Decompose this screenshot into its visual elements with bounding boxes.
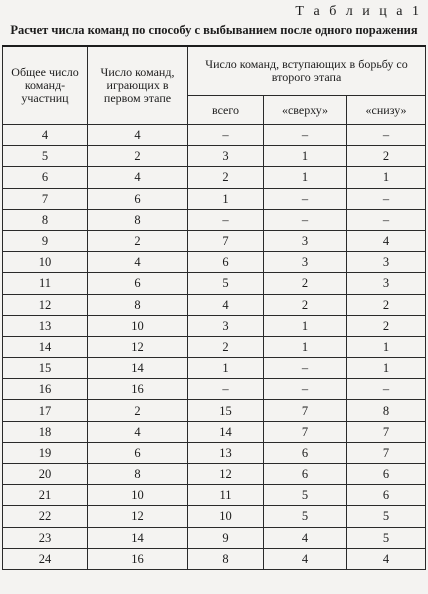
cell-second-total: –	[188, 209, 264, 230]
cell-second-top: 5	[264, 485, 347, 506]
cell-first-stage: 8	[88, 464, 188, 485]
cell-total-teams: 9	[3, 230, 88, 251]
cell-total-teams: 5	[3, 146, 88, 167]
cell-second-total: 2	[188, 167, 264, 188]
cell-second-top: 7	[264, 421, 347, 442]
cell-total-teams: 4	[3, 125, 88, 146]
cell-total-teams: 18	[3, 421, 88, 442]
table-row	[3, 485, 426, 506]
cell-total-teams: 12	[3, 294, 88, 315]
cell-first-stage: 4	[88, 167, 188, 188]
cell-total-teams: 20	[3, 464, 88, 485]
cell-second-bottom: 2	[347, 294, 426, 315]
cell-first-stage: 4	[88, 252, 188, 273]
cell-second-top: 3	[264, 252, 347, 273]
header-sub-bottom: «снизу»	[347, 96, 426, 125]
cell-total-teams: 10	[3, 252, 88, 273]
cell-first-stage: 10	[88, 485, 188, 506]
cell-second-top: –	[264, 188, 347, 209]
cell-first-stage: 12	[88, 506, 188, 527]
cell-first-stage: 6	[88, 188, 188, 209]
cell-second-total: 14	[188, 421, 264, 442]
cell-first-stage: 6	[88, 273, 188, 294]
table-row	[3, 358, 426, 379]
team-count-table	[2, 45, 426, 570]
cell-second-top: –	[264, 379, 347, 400]
cell-second-top: 1	[264, 146, 347, 167]
cell-second-top: 2	[264, 273, 347, 294]
cell-second-bottom: –	[347, 188, 426, 209]
cell-second-total: 3	[188, 146, 264, 167]
cell-first-stage: 16	[88, 379, 188, 400]
cell-total-teams: 16	[3, 379, 88, 400]
cell-second-total: 11	[188, 485, 264, 506]
header-sub-total: всего	[188, 96, 264, 125]
table-row	[3, 527, 426, 548]
cell-total-teams: 19	[3, 442, 88, 463]
cell-second-total: 15	[188, 400, 264, 421]
cell-second-total: –	[188, 379, 264, 400]
table-row	[3, 379, 426, 400]
cell-second-top: 6	[264, 464, 347, 485]
cell-total-teams: 24	[3, 548, 88, 569]
cell-second-top: 7	[264, 400, 347, 421]
table-row	[3, 442, 426, 463]
table-row	[3, 146, 426, 167]
cell-second-bottom: 3	[347, 273, 426, 294]
cell-total-teams: 11	[3, 273, 88, 294]
header-sub-top: «сверху»	[264, 96, 347, 125]
cell-total-teams: 7	[3, 188, 88, 209]
cell-total-teams: 8	[3, 209, 88, 230]
cell-second-total: 10	[188, 506, 264, 527]
cell-second-bottom: 7	[347, 442, 426, 463]
cell-second-bottom: –	[347, 125, 426, 146]
cell-second-total: 3	[188, 315, 264, 336]
cell-second-bottom: –	[347, 379, 426, 400]
table-row	[3, 125, 426, 146]
table-row	[3, 548, 426, 569]
cell-first-stage: 2	[88, 146, 188, 167]
table-row	[3, 506, 426, 527]
cell-second-total: 8	[188, 548, 264, 569]
cell-total-teams: 13	[3, 315, 88, 336]
cell-second-top: 1	[264, 167, 347, 188]
cell-second-total: 1	[188, 358, 264, 379]
table-row	[3, 464, 426, 485]
cell-total-teams: 22	[3, 506, 88, 527]
cell-second-total: 6	[188, 252, 264, 273]
cell-second-total: 4	[188, 294, 264, 315]
cell-second-total: 13	[188, 442, 264, 463]
cell-second-top: 4	[264, 527, 347, 548]
cell-first-stage: 2	[88, 400, 188, 421]
cell-second-total: 9	[188, 527, 264, 548]
table-title: Расчет числа команд по способу с выбыванием после одного поражения	[10, 23, 418, 37]
table-row	[3, 400, 426, 421]
cell-second-top: 3	[264, 230, 347, 251]
cell-first-stage: 8	[88, 209, 188, 230]
cell-total-teams: 23	[3, 527, 88, 548]
table-row	[3, 252, 426, 273]
cell-second-bottom: 6	[347, 464, 426, 485]
cell-second-bottom: 4	[347, 548, 426, 569]
cell-second-bottom: 8	[347, 400, 426, 421]
table-row	[3, 273, 426, 294]
cell-total-teams: 21	[3, 485, 88, 506]
cell-second-top: 4	[264, 548, 347, 569]
table-row	[3, 167, 426, 188]
cell-first-stage: 8	[88, 294, 188, 315]
cell-second-total: –	[188, 125, 264, 146]
cell-second-top: 6	[264, 442, 347, 463]
cell-first-stage: 16	[88, 548, 188, 569]
cell-second-bottom: 1	[347, 358, 426, 379]
header-second-stage-group: Число команд, вступающих в борьбу со второго этапа	[188, 46, 426, 96]
cell-total-teams: 14	[3, 336, 88, 357]
cell-second-bottom: 6	[347, 485, 426, 506]
cell-second-top: 2	[264, 294, 347, 315]
cell-second-bottom: 5	[347, 527, 426, 548]
cell-second-top: 5	[264, 506, 347, 527]
cell-total-teams: 6	[3, 167, 88, 188]
table-row	[3, 421, 426, 442]
cell-first-stage: 14	[88, 358, 188, 379]
cell-first-stage: 6	[88, 442, 188, 463]
cell-first-stage: 4	[88, 125, 188, 146]
cell-second-bottom: –	[347, 209, 426, 230]
cell-second-bottom: 4	[347, 230, 426, 251]
cell-second-bottom: 2	[347, 146, 426, 167]
cell-second-total: 12	[188, 464, 264, 485]
cell-first-stage: 4	[88, 421, 188, 442]
table-row	[3, 209, 426, 230]
table-row	[3, 188, 426, 209]
cell-second-total: 5	[188, 273, 264, 294]
cell-second-total: 2	[188, 336, 264, 357]
cell-second-bottom: 7	[347, 421, 426, 442]
table-number: Т а б л и ц а 1	[295, 4, 422, 19]
cell-second-top: –	[264, 209, 347, 230]
cell-second-top: 1	[264, 336, 347, 357]
cell-second-bottom: 1	[347, 167, 426, 188]
table-row	[3, 294, 426, 315]
cell-first-stage: 12	[88, 336, 188, 357]
cell-second-bottom: 5	[347, 506, 426, 527]
header-total-teams: Общее число команд-участниц	[3, 46, 88, 125]
header-first-stage-teams: Число команд, играющих в первом этапе	[88, 46, 188, 125]
cell-second-bottom: 2	[347, 315, 426, 336]
cell-total-teams: 17	[3, 400, 88, 421]
cell-second-top: –	[264, 125, 347, 146]
cell-second-bottom: 3	[347, 252, 426, 273]
cell-second-total: 7	[188, 230, 264, 251]
cell-second-top: 1	[264, 315, 347, 336]
cell-first-stage: 2	[88, 230, 188, 251]
cell-second-top: –	[264, 358, 347, 379]
table-row	[3, 336, 426, 357]
cell-total-teams: 15	[3, 358, 88, 379]
cell-first-stage: 14	[88, 527, 188, 548]
cell-second-total: 1	[188, 188, 264, 209]
table-row	[3, 230, 426, 251]
table-row	[3, 315, 426, 336]
cell-second-bottom: 1	[347, 336, 426, 357]
table-body	[3, 125, 426, 570]
cell-first-stage: 10	[88, 315, 188, 336]
